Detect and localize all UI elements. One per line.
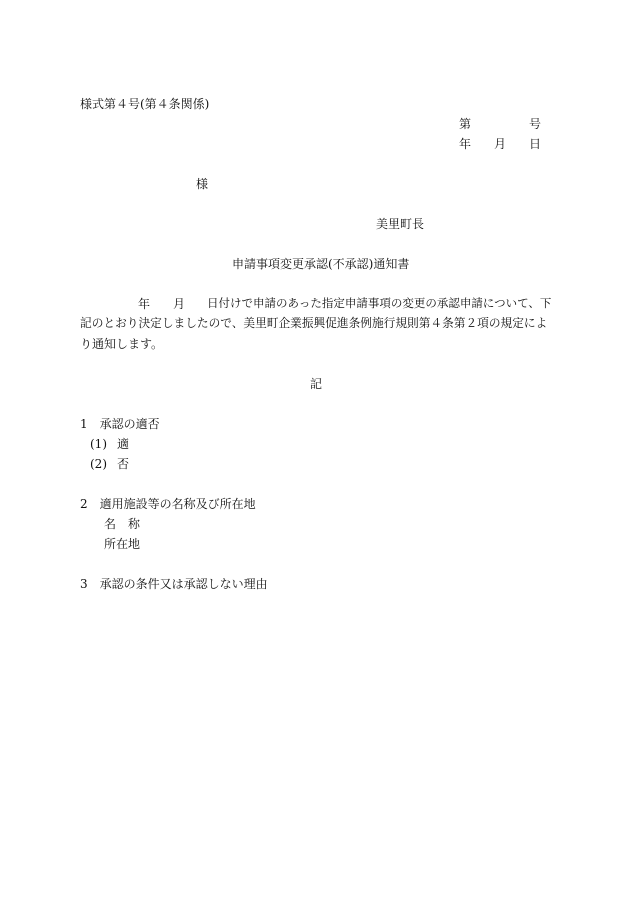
number-prefix: 第 (459, 117, 472, 131)
date-day: 日 (529, 137, 542, 151)
section1-item2-number: (2) (90, 457, 107, 471)
body-line2: 記のとおり決定しましたので、美里町企業振興促進条例施行規則第４条第２項の規定によ (80, 316, 548, 330)
section1-heading: 1 承認の適否 (80, 417, 160, 431)
section3-heading: 3 承認の条件又は承認しない理由 (80, 577, 268, 591)
number-suffix: 号 (529, 117, 542, 131)
body-line1: 日付けで申請のあった指定申請事項の変更の承認申請について、下 (207, 296, 552, 310)
form-label: 様式第４号(第４条関係) (80, 97, 210, 111)
body-line3: り通知します。 (80, 337, 164, 351)
section2-name-label: 名 称 (104, 517, 141, 531)
section2-location-label: 所在地 (104, 537, 141, 551)
date-year: 年 (459, 137, 472, 151)
sender: 美里町長 (376, 217, 425, 231)
body-year: 年 (138, 297, 151, 311)
document-title: 申請事項変更承認(不承認)通知書 (232, 257, 410, 271)
section1-item2-text: 否 (117, 457, 130, 471)
ki-heading: 記 (310, 377, 323, 391)
addressee-honorific: 様 (196, 177, 209, 191)
date-month: 月 (494, 137, 507, 151)
section1-item1-text: 適 (117, 437, 130, 451)
body-month: 月 (173, 297, 186, 311)
section2-heading: 2 適用施設等の名称及び所在地 (80, 497, 256, 511)
section1-item1-number: (1) (90, 437, 107, 451)
